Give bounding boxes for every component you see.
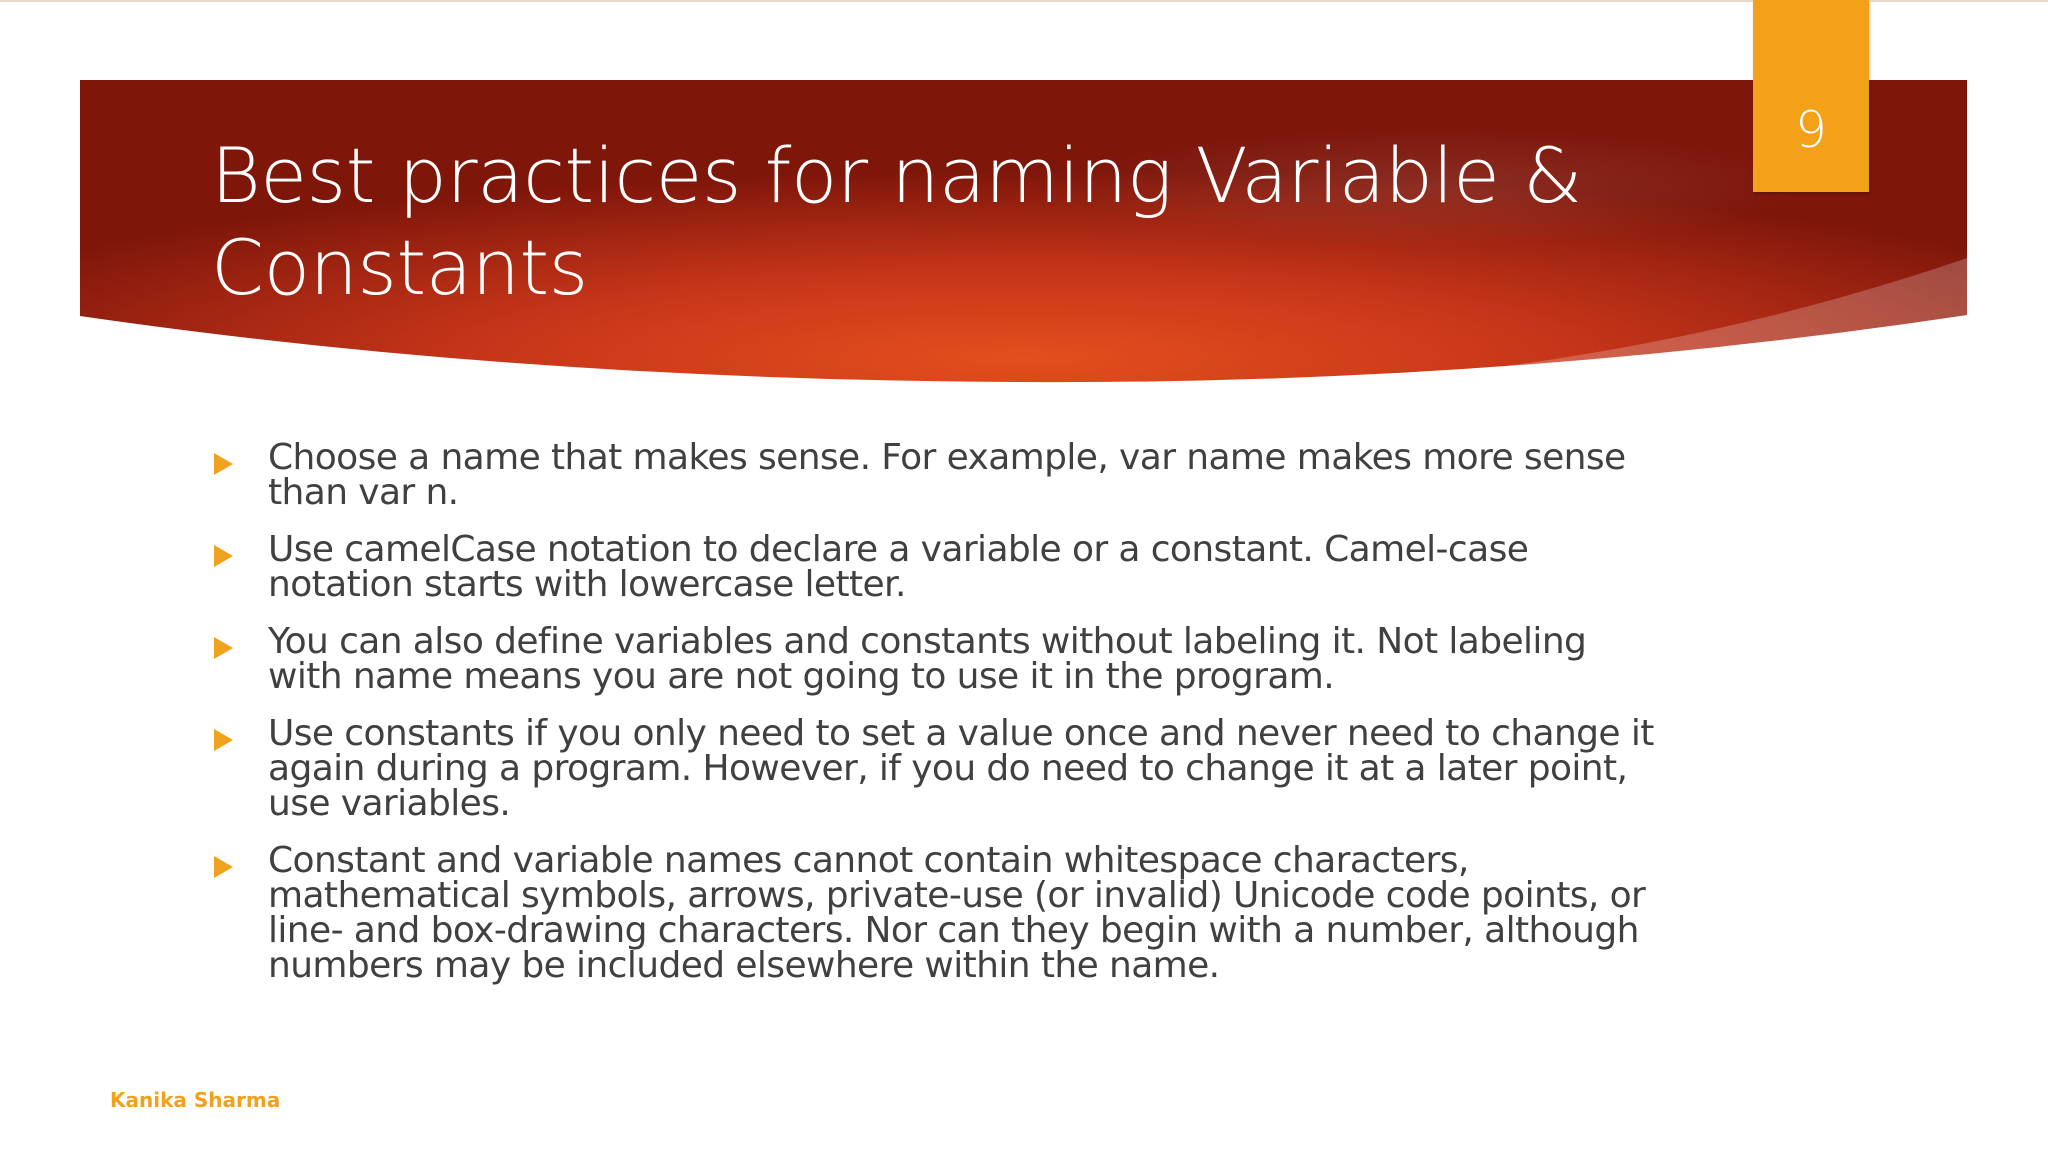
- triangle-right-icon: [214, 637, 233, 659]
- list-item: [210, 437, 1660, 513]
- triangle-right-icon: [214, 453, 233, 475]
- page-number-tab: [1753, 0, 1869, 192]
- bullet-text: Use constants if you only need to set a value once and never need to change it again during a program. However, if you do need to change it at a later point, use variables.: [268, 713, 1654, 824]
- bullet-text: Constant and variable names cannot contain whitespace characters, mathematical symbols, arrows, private-use (or invalid) Unicode code points, or line- and box-drawing characters. Nor can they begin with a number, although numbers may be included elsewhere within the name.: [268, 840, 1646, 986]
- footer-author: Kanika Sharma: [110, 1088, 281, 1112]
- bullet-list: [210, 437, 1660, 1005]
- page-number: 9: [1795, 101, 1827, 159]
- triangle-right-icon: [214, 856, 233, 878]
- bullet-text: Use camelCase notation to declare a variable or a constant. Camel-case notation starts with lowercase letter.: [268, 529, 1529, 605]
- list-item: [210, 840, 1660, 986]
- bullet-text: Choose a name that makes sense. For example, var name makes more sense than var n.: [268, 437, 1626, 513]
- list-item: [210, 713, 1660, 824]
- triangle-right-icon: [214, 545, 233, 567]
- list-item: [210, 529, 1660, 605]
- list-item: [210, 621, 1660, 697]
- bullet-text: You can also define variables and constants without labeling it. Not labeling with name means you are not going to use it in the program.: [268, 621, 1587, 697]
- triangle-right-icon: [214, 729, 233, 751]
- slide-title: Best practices for naming Variable & Constants: [211, 131, 1582, 312]
